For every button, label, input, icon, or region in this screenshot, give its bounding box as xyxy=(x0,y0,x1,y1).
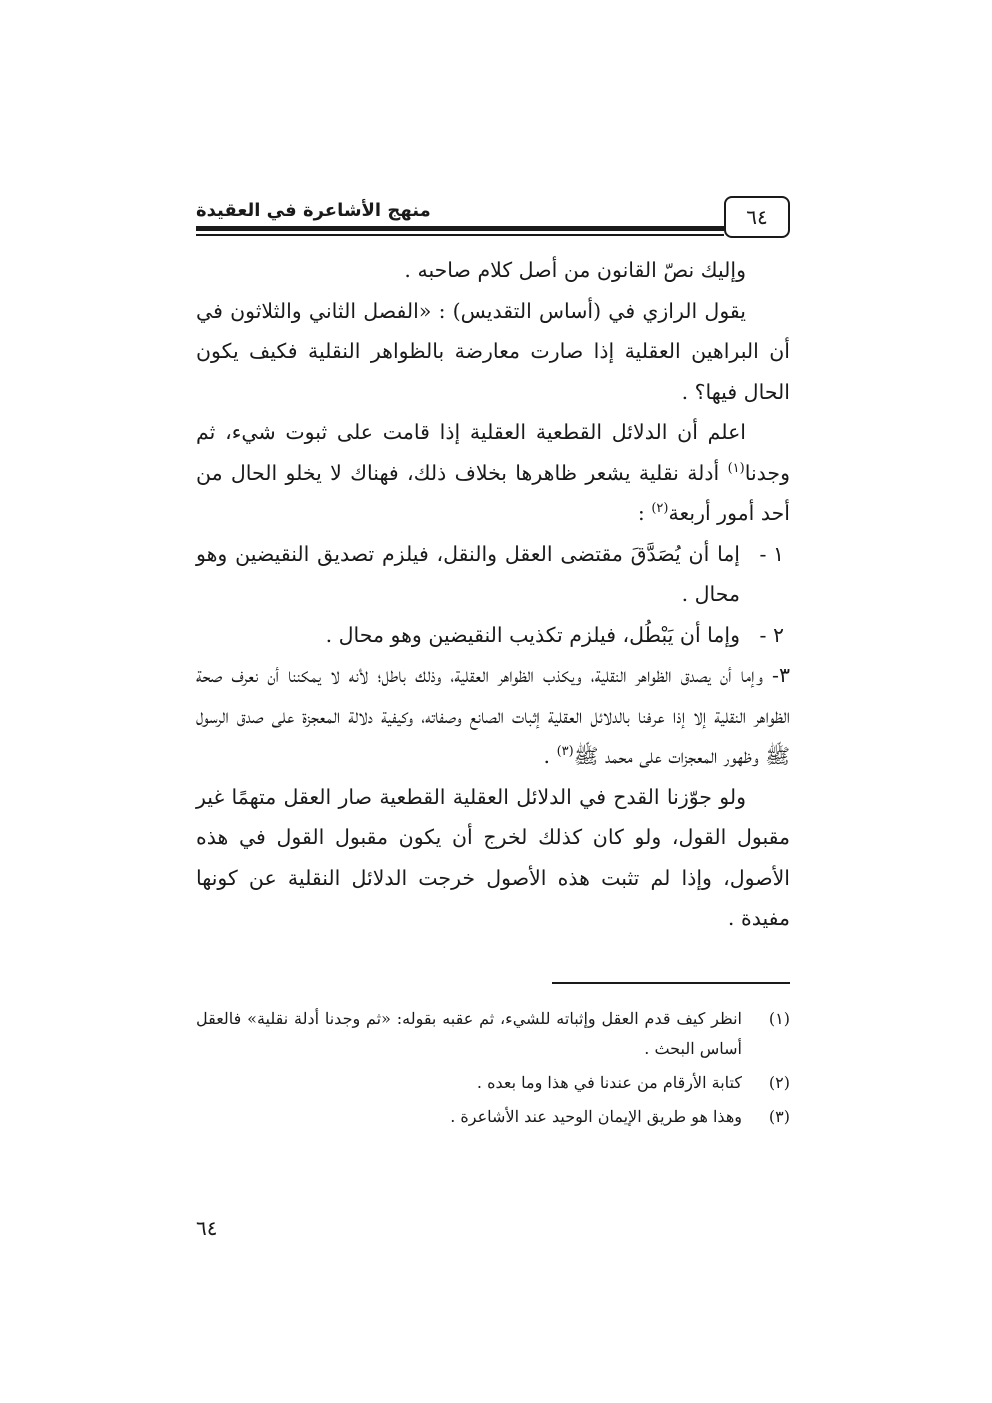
footnote-1 xyxy=(196,1004,790,1064)
paragraph-conclusion: ولو جوّزنا القدح في الدلائل العقلية القطعية صار العقل متهمًا غير مقبول القول، ولو كان كذلك لخرج أن يكون مقبول القول في هذه الأصول، وإذا لم تثبت هذه الأصول خرجت الدلائل النقلية عن كونها مفيدة . xyxy=(196,784,790,930)
footnote-number: (٢) xyxy=(768,1073,790,1092)
list-number-1: ١ - xyxy=(759,541,784,566)
premise-text-2: أدلة نقلية يشعر ظاهرها بخلاف ذلك، فهناك لا يخلو الحال من أحد أمور أربعة xyxy=(196,460,790,525)
list-item-2 xyxy=(196,615,790,656)
list-item-3 xyxy=(196,655,790,777)
footnote-text: كتابة الأرقام من عندنا في هذا وما بعده . xyxy=(476,1073,742,1092)
footnote-text: انظر كيف قدم العقل وإثباته للشيء، ثم عقبه بقوله: «ثم وجدنا أدلة نقلية» فالعقل أساس البحث . xyxy=(196,1009,742,1058)
premise-text-3: : xyxy=(637,501,652,525)
header-page-number: ٦٤ xyxy=(724,196,790,238)
footnote-ref-1: (١) xyxy=(727,460,745,476)
footnote-3 xyxy=(196,1102,790,1132)
footnote-text: وهذا هو طريق الإيمان الوحيد عند الأشاعرة . xyxy=(450,1107,742,1126)
footnote-number: (١) xyxy=(768,1009,790,1028)
footnote-number: (٣) xyxy=(768,1107,790,1126)
list-text-1: إما أن يُصَدَّقَ مقتضى العقل والنقل، فيلزم تصديق النقيضين وهو محال . xyxy=(196,541,740,606)
footnote-ref-3: (٣) xyxy=(556,744,574,760)
book-title: منهج الأشاعرة في العقيدة xyxy=(196,200,431,221)
footnotes xyxy=(196,1004,790,1136)
paragraph-intro: وإليك نصّ القانون من أصل كلام صاحبه . xyxy=(404,258,746,282)
premise-text-1: اعلم أن الدلائل القطعية العقلية إذا قامت على ثبوت شيء، ثم وجدنا xyxy=(196,420,790,485)
list-text-2: وإما أن يَبْطُل، فيلزم تكذيب النقيضين وهو محال . xyxy=(325,622,740,647)
list-text-3: ٣- وإما أن يصدق الظواهر النقلية، ويكذب الظواهر العقلية، وذلك باطل؛ لأنه لا يمكننا أن نعرف صحة الظواهر النقلية إلا إذا عرفنا بالدلائل العقلية إثبات الصانع وصفاته، وكيفية دلالة المعجزة على صدق الرسول ﷺ وظهور المعجزات على محمد ﷺ xyxy=(196,663,790,768)
list-item-1 xyxy=(196,534,790,615)
list-number-2: ٢ - xyxy=(759,622,784,647)
paragraph-premise xyxy=(196,412,790,534)
paragraph-razi-quote: يقول الرازي في (أساس التقديس) : «الفصل الثاني والثلاثون في أن البراهين العقلية إذا صارت معارضة بالظواهر النقلية فكيف يكون الحال فيها؟ . xyxy=(196,298,790,404)
footnote-ref-2: (٢) xyxy=(651,501,669,517)
running-header xyxy=(196,196,790,242)
header-rule-thick xyxy=(196,226,724,231)
list-text-3-end: . xyxy=(543,744,557,768)
footnote-2 xyxy=(196,1068,790,1098)
main-text xyxy=(196,250,790,939)
footer-page-number: ٦٤ xyxy=(196,1216,218,1240)
header-rule-thin xyxy=(196,234,724,236)
footnote-separator xyxy=(552,982,790,984)
